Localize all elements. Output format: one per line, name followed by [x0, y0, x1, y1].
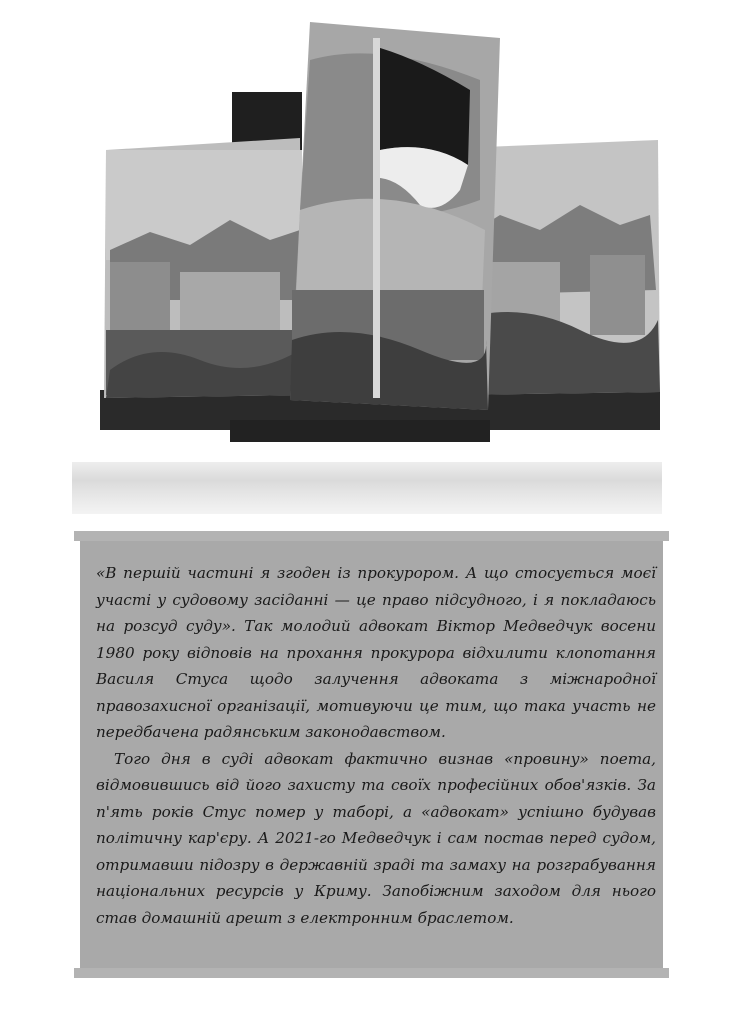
left-photo: [104, 138, 302, 398]
brush-stroke-band: [72, 462, 662, 514]
paragraph-2: Того дня в суді адвокат фактично визнав «провину» поета, відмовившись від його захисту та своїх професійних обов'язків. За п'ять років Стус помер у таборі, а «адвокат» успішно будував політичну кар'єру. А 2021-го Медведчук і сам постав перед судом, отримавши підозру в державній зраді та замаху на розграбування національних ресурсів у Криму. Запобіжним заходом для нього став домашній арешт з електронним браслетом.: [96, 749, 656, 927]
article-text: [96, 560, 656, 931]
center-photo: [290, 22, 500, 410]
paragraph-1: «В першій частині я згоден із прокурором. А що стосується моєї участі у судовому засіданні — це право підсудного, і я покладаюсь на розсуд суду». Так молодий адвокат Віктор Медведчук восени 1980 року відповів на прохання прокурора відхилити клопотання Василя Стуса щодо залучення адвоката з міжнародної правозахисної організації, мотивуючи це тим, що така участь не передбачена радянським законодавством.: [96, 564, 656, 741]
